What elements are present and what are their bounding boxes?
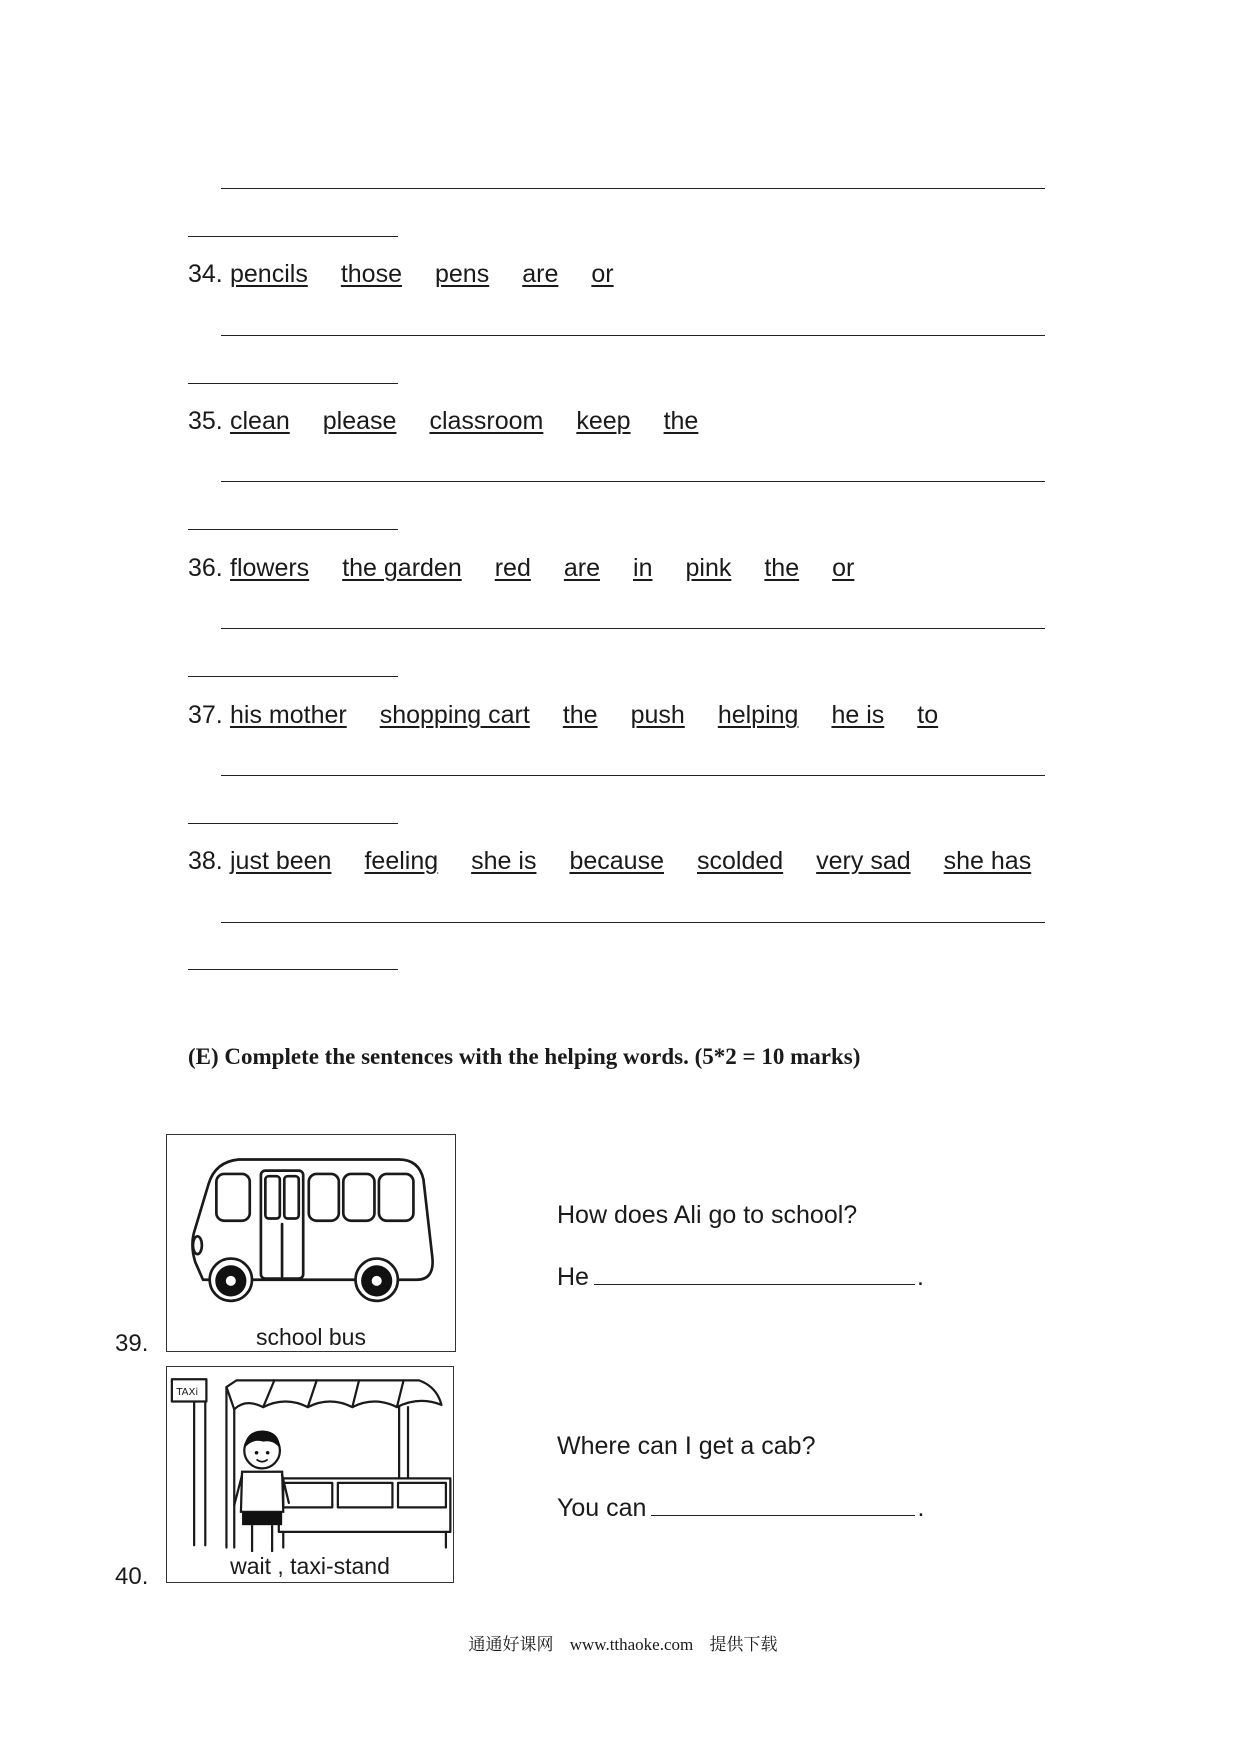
page-footer: [0, 1634, 1240, 1656]
word-list: [230, 700, 938, 730]
answer-blank: [594, 1283, 915, 1285]
rear-wheel: [356, 1259, 398, 1301]
word: just been: [230, 847, 332, 875]
word: pens: [435, 260, 490, 288]
word: those: [340, 260, 402, 288]
word: she has: [943, 847, 1032, 875]
answer-line-continuation: [188, 823, 398, 824]
answer-end: .: [916, 1263, 924, 1291]
word-list: [230, 406, 698, 436]
word: red: [494, 554, 531, 582]
word: please: [322, 407, 397, 435]
bus-door-window: [284, 1176, 298, 1218]
answer-line: [221, 188, 1045, 189]
word: flowers: [230, 554, 310, 582]
word-list: [230, 846, 1031, 876]
bus-window: [309, 1174, 339, 1221]
question-36: [188, 553, 854, 583]
word: scolded: [696, 847, 784, 875]
picture-box-school-bus: [166, 1134, 456, 1352]
picture-caption: wait , taxi-stand: [230, 1553, 390, 1579]
question-number: 37.: [188, 701, 223, 729]
word: the: [562, 701, 598, 729]
word: his mother: [230, 701, 347, 729]
answer-line: [221, 335, 1045, 336]
answer-line-continuation: [188, 676, 398, 677]
item-number: 39.: [115, 1330, 149, 1357]
shelter-roof: [226, 1380, 441, 1409]
bus-window: [216, 1174, 249, 1221]
word: classroom: [429, 407, 544, 435]
answer-end: .: [917, 1494, 925, 1522]
school-bus-illustration: [167, 1135, 455, 1351]
item-number: 40.: [115, 1563, 149, 1590]
word: the: [764, 554, 800, 582]
word: pencils: [230, 260, 308, 288]
question-38: [188, 846, 1031, 876]
word: he is: [831, 701, 885, 729]
picture-caption: school bus: [256, 1324, 366, 1350]
boy-figure: [234, 1430, 289, 1551]
answer-start: He: [557, 1263, 589, 1291]
word: push: [630, 701, 685, 729]
word-list: [230, 259, 614, 289]
footer-url: www.tthaoke.com: [569, 1635, 694, 1654]
answer-line: [221, 775, 1045, 776]
question-number: 36.: [188, 554, 223, 582]
fence: [279, 1478, 451, 1531]
bus-headlight: [193, 1236, 202, 1254]
word: or: [832, 554, 855, 582]
word: clean: [230, 407, 290, 435]
answer-blank: [651, 1514, 915, 1516]
answer-line-continuation: [188, 969, 398, 970]
question-number: 34.: [188, 260, 223, 288]
question-prompt: Where can I get a cab?: [557, 1432, 816, 1460]
word: are: [522, 260, 559, 288]
bus-window: [379, 1174, 414, 1221]
question-number: 35.: [188, 407, 223, 435]
word: keep: [576, 407, 631, 435]
question-37: [188, 700, 938, 730]
word: she is: [471, 847, 537, 875]
picture-box-taxi-stand: [166, 1366, 454, 1583]
answer-line-continuation: [188, 529, 398, 530]
bus-window: [343, 1174, 374, 1221]
answer-line-continuation: [188, 236, 398, 237]
front-wheel: [210, 1259, 252, 1301]
word: are: [563, 554, 601, 582]
footer-note: 提供下载: [709, 1635, 778, 1654]
answer-line: [221, 628, 1045, 629]
word: feeling: [364, 847, 439, 875]
word: shopping cart: [379, 701, 530, 729]
answer-sentence: [557, 1493, 924, 1523]
word-list: [230, 553, 854, 583]
section-e-heading: (E) Complete the sentences with the helping words. (5*2 = 10 marks): [188, 1044, 861, 1069]
answer-line: [221, 481, 1045, 482]
taxi-sign-text: TAXi: [176, 1386, 199, 1398]
answer-sentence: [557, 1262, 924, 1292]
word: the garden: [342, 554, 462, 582]
question-prompt: How does Ali go to school?: [557, 1201, 858, 1229]
word: pink: [685, 554, 732, 582]
question-35: [188, 406, 698, 436]
bus-door-window: [265, 1176, 279, 1218]
word: because: [569, 847, 664, 875]
answer-line: [221, 922, 1045, 923]
word: very sad: [816, 847, 911, 875]
question-34: [188, 259, 614, 289]
word: or: [591, 260, 614, 288]
footer-site-name: 通通好课网: [468, 1635, 554, 1654]
taxi-stand-illustration: [167, 1367, 453, 1582]
answer-line-continuation: [188, 383, 398, 384]
answer-start: You can: [557, 1494, 647, 1522]
word: to: [917, 701, 939, 729]
word: helping: [717, 701, 799, 729]
word: in: [633, 554, 653, 582]
word: the: [663, 407, 699, 435]
question-number: 38.: [188, 847, 223, 875]
